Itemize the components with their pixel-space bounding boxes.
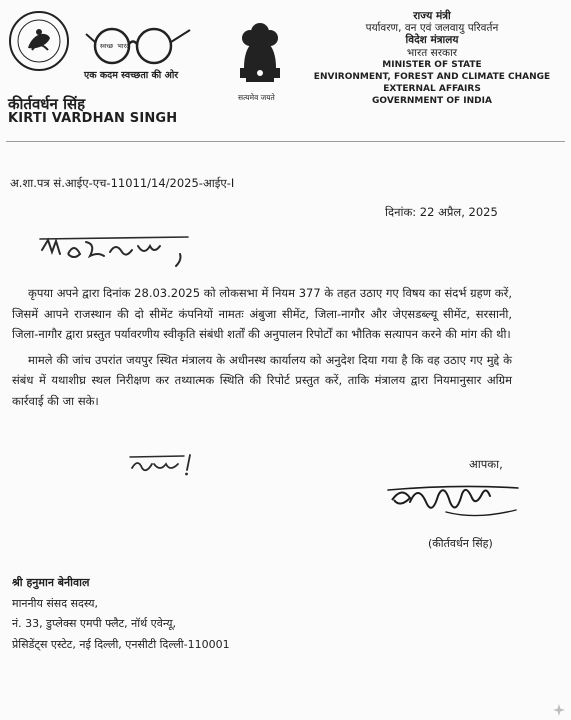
office-line: ENVIRONMENT, FOREST AND CLIMATE CHANGE: [313, 72, 551, 83]
addressee-line: माननीय संसद सदस्य,: [12, 596, 99, 610]
swachh-logo-text: स्वच्छ भारत: [100, 42, 130, 50]
office-line: भारत सरकार: [406, 46, 458, 59]
addressee-block: [12, 573, 230, 655]
office-line: विदेश मंत्रालय: [405, 34, 459, 47]
letter-body: [12, 283, 512, 417]
office-line: GOVERNMENT OF INDIA: [372, 96, 492, 107]
office-line: राज्य मंत्री: [413, 10, 451, 22]
closing-yours: आपका,: [469, 457, 503, 471]
letter-reference: अ.शा.पत्र सं.आईए-एच-11011/14/2025-आईए-I: [10, 176, 235, 190]
handwritten-salutation: [38, 232, 198, 272]
signature: [386, 478, 526, 528]
swachh-tagline: एक कदम स्वच्छता की ओर: [84, 70, 179, 81]
header-divider: [6, 141, 565, 142]
emblem-motto: सत्यमेव जयते: [238, 93, 275, 102]
minister-name-english: KIRTI VARDHAN SINGH: [8, 111, 178, 126]
office-line: EXTERNAL AFFAIRS: [383, 84, 481, 95]
signatory-name: (कीर्तवर्धन सिंह): [428, 537, 493, 550]
corner-star-icon: [553, 704, 565, 716]
office-designation: [312, 10, 552, 108]
addressee-line: नं. 33, डुप्लेक्स एमपी फ्लैट, नॉर्थ एवेन्यू,: [12, 617, 176, 630]
ministry-environment-logo: [8, 10, 70, 72]
minister-name-hindi: कीर्तवर्धन सिंह: [8, 95, 86, 113]
national-emblem: [234, 18, 286, 84]
handwritten-closing: [128, 452, 198, 478]
body-paragraph: कृपया अपने द्वारा दिनांक 28.03.2025 को लोकसभा में नियम 377 के तहत उठाए गए विषय का संदर्भ ग्रहण करें, जिसमें आपने राजस्थान की दो सीमेंट कंपनियों नामतः अंबुजा सीमेंट, जिला-नागौर और जेएसडब्ल्यू सीमेंट, सरसानी, जिला-नागौर द्वारा प्रस्तुत पर्यावरणीय स्वीकृति संबंधी शर्तों की अनुपालन रिपोर्टों का भौतिक सत्यापन करने की मांग की थी।: [12, 286, 512, 342]
addressee-line: प्रेसिडेंट्स एस्टेट, नई दिल्ली, एनसीटी दिल्ली-110001: [12, 637, 230, 651]
letter-date: दिनांक: 22 अप्रैल, 2025: [385, 205, 498, 219]
office-line: पर्यावरण, वन एवं जलवायु परिवर्तन: [365, 22, 499, 35]
office-line: MINISTER OF STATE: [382, 59, 482, 70]
addressee-line: श्री हनुमान बेनीवाल: [12, 576, 90, 589]
body-paragraph: मामले की जांच उपरांत जयपुर स्थित मंत्रालय के अधीनस्थ कार्यालय को अनुदेश दिया गया है कि वह उठाए गए मुद्दे के संबंध में यथाशीघ्र स्थल निरीक्षण कर तथ्यात्मक स्थिति की रिपोर्ट प्रस्तुत करें, ताकि मंत्रालय द्वारा नियमानुसार अग्रिम कार्रवाई की जा सके।: [12, 352, 512, 408]
